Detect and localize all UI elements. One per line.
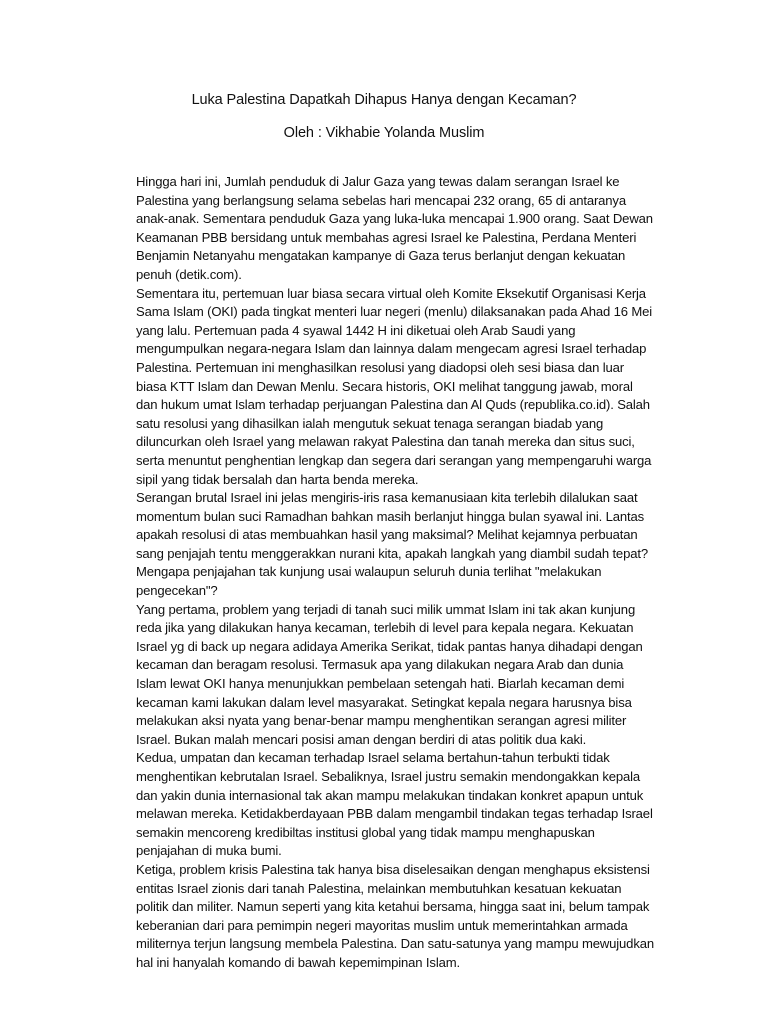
author-line: Oleh : Vikhabie Yolanda Muslim: [283, 125, 485, 141]
paragraph: Kedua, umpatan dan kecaman terhadap Israel selama bertahun-tahun terbukti tidak menghentikan kebrutalan Israel. Sebaliknya, Israel justru semakin mendongakkan kepala dan yakin dunia internasional tak akan mampu melakukan tindakan konkret apapun untuk melawan mereka. Ketidakberdayaan PBB dalam mengambil tindakan tegas terhadap Israel semakin mencoreng kredibiltas institusi global yang tidak mampu menghapuskan penjajahan di muka bumi.: [136, 750, 653, 859]
paragraph: Yang pertama, problem yang terjadi di tanah suci milik ummat Islam ini tak akan kunjung reda jika yang dilakukan hanya kecaman, terlebih di level para kepala negara. Kekuatan Israel yg di back up negara adidaya Amerika Serikat, tidak pantas hanya dihadapi dengan kecaman dan beragam resolusi. Termasuk apa yang dilakukan negara Arab dan dunia Islam lewat OKI hanya menunjukkan pembelaan setengah hati. Biarlah kecaman demi kecaman kami lakukan dalam level masyarakat. Setingkat kepala negara harusnya bisa melakukan aksi nyata yang benar-benar mampu menghentikan serangan agresi militer Israel. Bukan malah mencari posisi aman dengan berdiri di atas politik dua kaki.: [136, 601, 643, 747]
paragraph: Sementara itu, pertemuan luar biasa secara virtual oleh Komite Eksekutif Organisasi Kerja Sama Islam (OKI) pada tingkat menteri luar negeri (menlu) dilaksanakan pada Ahad 16 Mei yang lalu. Pertemuan pada 4 syawal 1442 H ini diketuai oleh Arab Saudi yang mengumpulkan negara-negara Islam dan lainnya dalam mengecam agresi Israel terhadap Palestina. Pertemuan ini menghasilkan resolusi yang diadopsi oleh sesi biasa dan luar biasa KTT Islam dan Dewan Menlu. Secara historis, OKI melihat tanggung jawab, moral dan hukum umat Islam terhadap perjuangan Palestina dan Al Quds (republika.co.id). Salah satu resolusi yang dihasilkan ialah mengutuk sekuat tenaga serangan biadab yang diluncurkan oleh Israel yang melawan rakyat Palestina dan tanah mereka dan situs suci, serta menuntut penghentian lengkap dan segera dari serangan yang mempengaruhi warga sipil yang tidak bersalah dan harta benda mereka.: [136, 285, 653, 487]
document-title: Luka Palestina Dapatkah Dihapus Hanya dengan Kecaman?: [191, 92, 577, 108]
paragraph: Hingga hari ini, Jumlah penduduk di Jalur Gaza yang tewas dalam serangan Israel ke Palestina yang berlangsung selama sebelas hari mencapai 232 orang, 65 di antaranya anak-anak. Sementara penduduk Gaza yang luka-luka mencapai 1.900 orang. Saat Dewan Keamanan PBB bersidang untuk membahas agresi Israel ke Palestina, Perdana Menteri Benjamin Netanyahu mengatakan kampanye di Gaza terus berlanjut dengan kekuatan penuh (detik.com).: [136, 174, 653, 282]
paragraph: Serangan brutal Israel ini jelas mengiris-iris rasa kemanusiaan kita terlebih dilalukan saat momentum bulan suci Ramadhan bahkan masih berlanjut hingga bulan syawal ini. Lantas apakah resolusi di atas membuahkan hasil yang maksimal? Melihat kejamnya perbuatan sang penjajah tentu menggerakkan nurani kita, apakah langkah yang diambil sudah tepat? Mengapa penjajahan tak kunjung usai walaupun seluruh dunia terlihat "melakukan pengecekan"?: [136, 490, 648, 599]
article-body: [136, 173, 656, 973]
paragraph: Ketiga, problem krisis Palestina tak hanya bisa diselesaikan dengan menghapus eksistensi entitas Israel zionis dari tanah Palestina, melainkan membutuhkan kesatuan kekuatan politik dan militer. Namun seperti yang kita ketahui bersama, hingga saat ini, belum tampak keberanian dari para pemimpin negeri mayoritas muslim untuk memerintahkan armada militernya terjun langsung membela Palestina. Dan satu-satunya yang mampu mewujudkan hal ini hanyalah komando di bawah kepemimpinan Islam.: [136, 861, 654, 970]
